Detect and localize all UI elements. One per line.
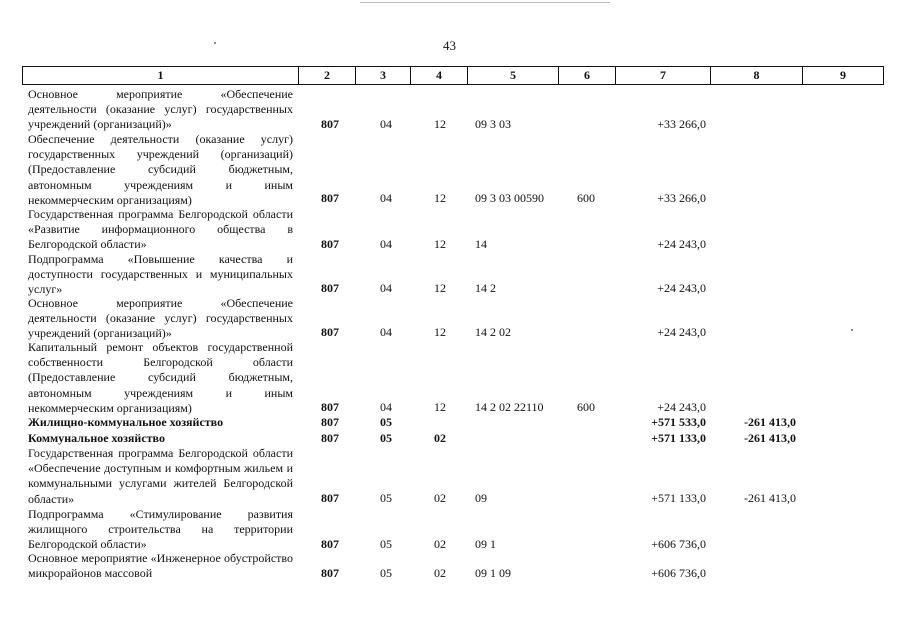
row-code-subsection: 12 — [434, 400, 446, 414]
scan-speck — [851, 329, 853, 331]
row-code-target: 09 — [475, 491, 487, 505]
row-code-subsection: 12 — [434, 281, 446, 295]
row-code-ministry: 807 — [321, 566, 339, 580]
row-description: Основное мероприятие «Обеспечение деятельности (оказание услуг) государственных учреждений (организаций)» — [28, 296, 293, 341]
row-code-ministry: 807 — [321, 191, 339, 205]
row-code-section: 05 — [380, 537, 392, 551]
page-number: 43 — [443, 38, 456, 53]
row-code-ministry: 807 — [321, 325, 339, 339]
row-amount-col7: +606 736,0 — [651, 537, 706, 551]
row-code-ministry: 807 — [321, 431, 339, 445]
row-code-expense-type: 600 — [577, 191, 595, 205]
row-code-subsection: 12 — [434, 117, 446, 131]
row-code-section: 04 — [380, 117, 392, 131]
row-code-subsection: 12 — [434, 237, 446, 251]
header-col-4: 4 — [411, 67, 468, 84]
row-amount-col7: +24 243,0 — [657, 237, 706, 251]
row-amount-col7: +571 133,0 — [651, 491, 706, 505]
row-code-ministry: 807 — [321, 117, 339, 131]
row-amount-col7: +33 266,0 — [657, 117, 706, 131]
row-code-subsection: 02 — [434, 537, 446, 551]
row-code-section: 04 — [380, 400, 392, 414]
row-amount-col7: +24 243,0 — [657, 400, 706, 414]
row-code-section: 04 — [380, 281, 392, 295]
row-code-ministry: 807 — [321, 537, 339, 551]
row-code-ministry: 807 — [321, 415, 339, 429]
row-code-subsection: 02 — [434, 431, 446, 445]
row-code-ministry: 807 — [321, 237, 339, 251]
row-description: Подпрограмма «Повышение качества и доступности государственных и муниципальных услуг» — [28, 252, 293, 297]
row-code-section: 04 — [380, 325, 392, 339]
row-description: Основное мероприятие «Обеспечение деятельности (оказание услуг) государственных учреждений (организаций)» — [28, 87, 293, 132]
row-description: Коммунальное хозяйство — [28, 431, 165, 445]
row-code-expense-type: 600 — [577, 400, 595, 414]
row-description: Государственная программа Белгородской области «Обеспечение доступным и комфортным жильем и коммунальными услугами жителей Белгородской области» — [28, 446, 293, 506]
header-col-9: 9 — [840, 68, 846, 82]
row-amount-col7: +33 266,0 — [657, 191, 706, 205]
row-code-ministry: 807 — [321, 400, 339, 414]
scan-top-edge-line — [360, 2, 610, 3]
row-code-target: 09 1 09 — [475, 566, 511, 580]
row-code-section: 04 — [380, 237, 392, 251]
header-col-2: 2 — [299, 67, 356, 84]
row-code-target: 09 1 — [475, 537, 496, 551]
row-code-section: 05 — [380, 415, 392, 429]
header-col-3: 3 — [356, 67, 411, 84]
row-description: Капитальный ремонт объектов государственной собственности Белгородской области (Предоставление субсидий бюджетным, автономным учреждениям и иным некоммерческим организациям) — [28, 340, 293, 415]
row-code-subsection: 02 — [434, 566, 446, 580]
row-code-subsection: 12 — [434, 325, 446, 339]
row-code-target: 14 2 02 22110 — [475, 400, 544, 414]
row-amount-col8: -261 413,0 — [744, 431, 796, 445]
row-amount-col7: +24 243,0 — [657, 281, 706, 295]
row-code-target: 14 2 02 — [475, 325, 511, 339]
row-description: Обеспечение деятельности (оказание услуг) государственных учреждений (организаций) (Предоставление субсидий бюджетным, автономным учреждениям и иным некоммерческим организациям) — [28, 132, 293, 207]
row-code-section: 05 — [380, 566, 392, 580]
row-code-section: 04 — [380, 191, 392, 205]
row-code-subsection: 02 — [434, 491, 446, 505]
row-amount-col7: +606 736,0 — [651, 566, 706, 580]
header-col-5: 5 — [468, 67, 559, 84]
row-description: Основное мероприятие «Инженерное обустройство микрорайонов массовой — [28, 551, 293, 581]
row-amount-col7: +24 243,0 — [657, 325, 706, 339]
row-code-ministry: 807 — [321, 491, 339, 505]
row-code-section: 05 — [380, 431, 392, 445]
table-header-row — [22, 66, 884, 85]
row-code-target: 14 2 — [475, 281, 496, 295]
row-description: Жилищно-коммунальное хозяйство — [28, 415, 224, 429]
header-col-6: 6 — [559, 67, 616, 84]
row-code-ministry: 807 — [321, 281, 339, 295]
row-amount-col8: -261 413,0 — [744, 415, 796, 429]
row-amount-col8: -261 413,0 — [744, 491, 796, 505]
row-amount-col7: +571 133,0 — [651, 431, 706, 445]
header-col-8: 8 — [711, 67, 803, 84]
header-col-1: 1 — [23, 67, 299, 84]
row-code-target: 14 — [475, 237, 487, 251]
scan-speck — [214, 42, 216, 44]
row-code-section: 05 — [380, 491, 392, 505]
row-description: Подпрограмма «Стимулирование развития жилищного строительства на территории Белгородской области» — [28, 507, 293, 552]
row-code-subsection: 12 — [434, 191, 446, 205]
row-code-target: 09 3 03 — [475, 117, 511, 131]
header-col-7: 7 — [616, 67, 711, 84]
row-description: Государственная программа Белгородской области «Развитие информационного общества в Белгородской области» — [28, 207, 293, 252]
row-code-target: 09 3 03 00590 — [475, 191, 544, 205]
row-amount-col7: +571 533,0 — [651, 415, 706, 429]
